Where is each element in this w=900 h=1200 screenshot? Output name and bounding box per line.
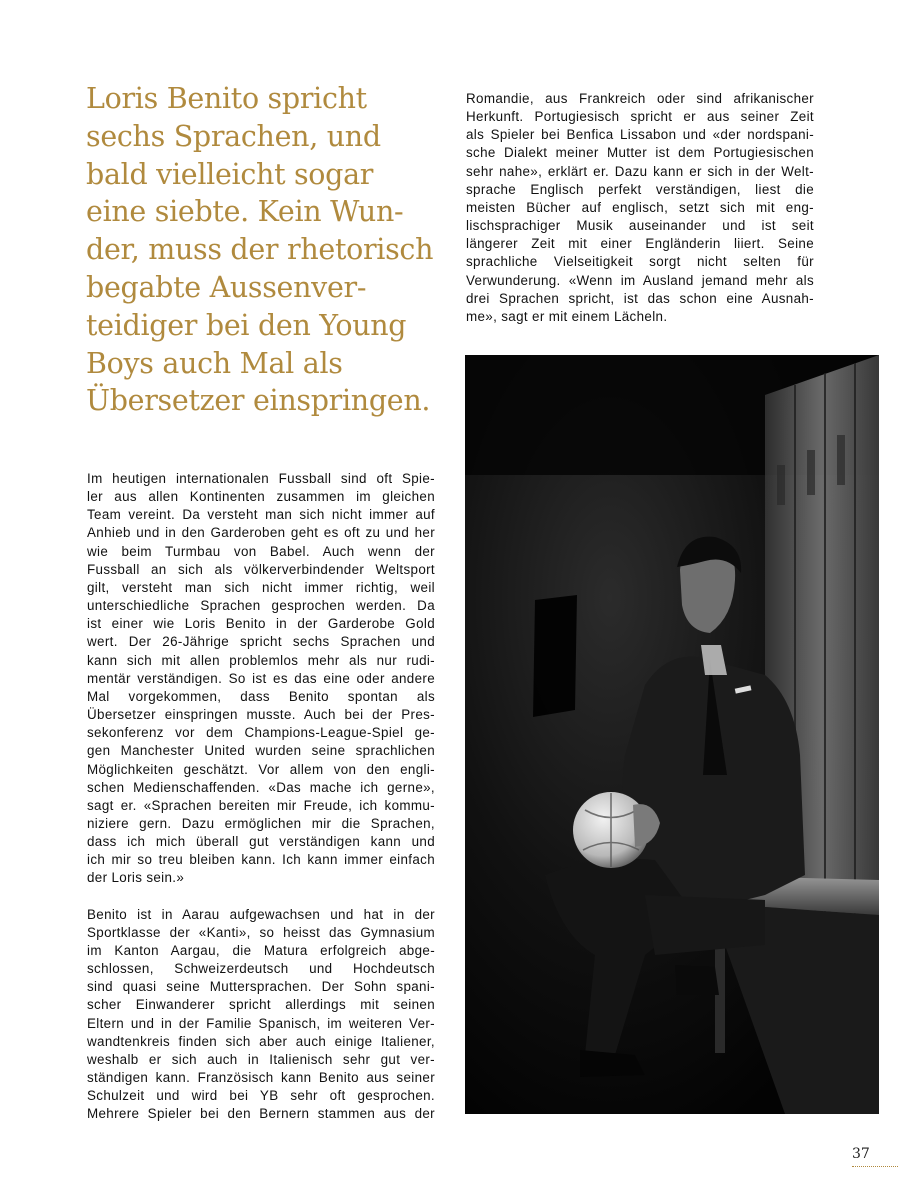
text-line: Team vereint. Da versteht man sich nicht immer auf: [87, 507, 435, 523]
text-line: wert. Der 26-Jährige spricht sechs Sprachen und: [87, 634, 435, 650]
text-line: Anhieb und in den Garderoben geht es oft zu und her: [87, 525, 435, 541]
player-photo: [465, 355, 879, 1114]
text-line: mentär verständigen. So ist es das eine oder andere: [87, 670, 435, 686]
text-line: weshalb er sich auch in Italienisch sehr gut ver-: [87, 1051, 435, 1067]
text-line: dass ich mich überall gut verständigen kann und: [87, 834, 435, 850]
text-line: meisten Bücher auf englisch, setzt sich mit eng-: [466, 199, 814, 215]
right-text-column: [466, 90, 814, 326]
page-number: 37: [852, 1146, 870, 1162]
left-text-column: [87, 470, 435, 1123]
paragraph: [87, 470, 435, 888]
text-line: sind quasi seine Muttersprachen. Der Sohn spani-: [87, 979, 435, 995]
text-line: wandtenkreis finden sich aber auch einige Italiener,: [87, 1033, 435, 1049]
text-line: sprache Englisch perfekt verständigen, liest die: [466, 181, 814, 197]
paragraph: [87, 906, 435, 1124]
headline-line: bald vielleicht sogar: [86, 157, 374, 191]
text-line: im Kanton Aargau, die Matura erfolgreich abge-: [87, 942, 435, 958]
text-line: schlossen, Schweizerdeutsch und Hochdeutsch: [87, 961, 435, 977]
player-photo-illustration: [465, 355, 879, 1114]
text-line: niziere gern. Dazu ermöglichen mir die Sprachen,: [87, 815, 435, 831]
paragraph-gap: [87, 888, 435, 906]
headline-line: begabte Aussenver-: [86, 270, 367, 304]
headline-line: der, muss der rhetorisch: [86, 233, 434, 267]
text-line: drei Sprachen spricht, ist das schon eine Ausnah-: [466, 290, 814, 306]
text-line: Fussball an sich als völkerverbindender Weltsport: [87, 561, 435, 577]
headline-line: Loris Benito spricht: [86, 82, 367, 115]
headline-line: eine siebte. Kein Wun-: [86, 195, 404, 229]
text-line: Möglichkeiten geschätzt. Vor allem von den engli-: [87, 761, 435, 777]
text-line: Mal vorgekommen, dass Benito spontan als: [87, 688, 435, 704]
text-line: Herkunft. Portugiesisch spricht er aus seiner Zeit: [466, 109, 814, 125]
text-line: ständigen kann. Französisch kann Benito aus seiner: [87, 1070, 435, 1085]
text-line: gen Manchester United wurden seine sprachlichen: [87, 743, 435, 759]
headline-line: Übersetzer einspringen.: [86, 384, 431, 418]
text-line: ich mir so treu bleiben kann. Ich kann immer einfach: [87, 852, 435, 868]
text-line: Eltern und in der Familie Spanisch, im weiteren Ver-: [87, 1015, 435, 1031]
text-line: sprachliche Vielseitigkeit sorgt nicht selten für: [466, 254, 814, 270]
text-line: kann sich mit allen problemlos mehr als nur rudi-: [87, 652, 435, 668]
text-line: lischsprachiger Musik auseinander und ist seit: [466, 218, 814, 234]
headline-line: teidiger bei den Young: [86, 308, 407, 342]
page-number-rule: [852, 1166, 898, 1167]
text-line: längerer Zeit mit einer Engländerin liiert. Seine: [466, 236, 814, 252]
text-line: Sportklasse der «Kanti», so heisst das Gymnasium: [87, 924, 435, 940]
text-line: sagt er. «Sprachen bereiten mir Freude, ich kommu-: [87, 797, 435, 813]
text-line: scher Einwanderer spricht allerdings mit seinen: [87, 997, 435, 1013]
text-line: gilt, versteht man sich nicht immer richtig, weil: [87, 579, 435, 595]
text-line: Im heutigen internationalen Fussball sind oft Spie-: [87, 471, 435, 486]
text-line: Verwunderung. «Wenn im Ausland jemand mehr als: [466, 272, 814, 288]
headline-line: sechs Sprachen, und: [86, 119, 381, 153]
text-line: sekonferenz vor dem Champions-League-Spiel ge-: [87, 725, 435, 741]
text-line: ler aus allen Kontinenten zusammen im gleichen: [87, 489, 435, 505]
text-line: sehr nahe», erklärt er. Dazu kann er sich in der Welt-: [466, 163, 814, 179]
text-line: der Loris sein.»: [87, 870, 185, 886]
text-line: wie beim Turmbau von Babel. Auch wenn der: [87, 543, 435, 559]
text-line: Romandie, aus Frankreich oder sind afrikanischer: [466, 91, 814, 106]
text-line: Schulzeit und wird bei YB sehr oft gesprochen.: [87, 1088, 435, 1104]
text-line: sche Dialekt meiner Mutter ist dem Portugiesischen: [466, 145, 814, 161]
text-line: Benito ist in Aarau aufgewachsen und hat in der: [87, 906, 435, 922]
text-line: als Spieler bei Benfica Lissabon und «der nordspani-: [466, 127, 814, 143]
text-line: schen Medienschaffenden. «Das mache ich gerne»,: [87, 779, 435, 795]
article-headline: [86, 80, 451, 420]
text-line: me», sagt er mit einem Lächeln.: [466, 308, 668, 324]
text-line: ist einer wie Loris Benito in der Garderobe Gold: [87, 616, 435, 632]
text-line: Übersetzer einspringen musste. Auch bei der Pres-: [87, 707, 435, 723]
headline-line: Boys auch Mal als: [86, 346, 343, 380]
text-line: Mehrere Spieler bei den Bernern stammen aus der: [87, 1106, 435, 1122]
text-line: unterschiedliche Sprachen gesprochen werden. Da: [87, 598, 435, 614]
